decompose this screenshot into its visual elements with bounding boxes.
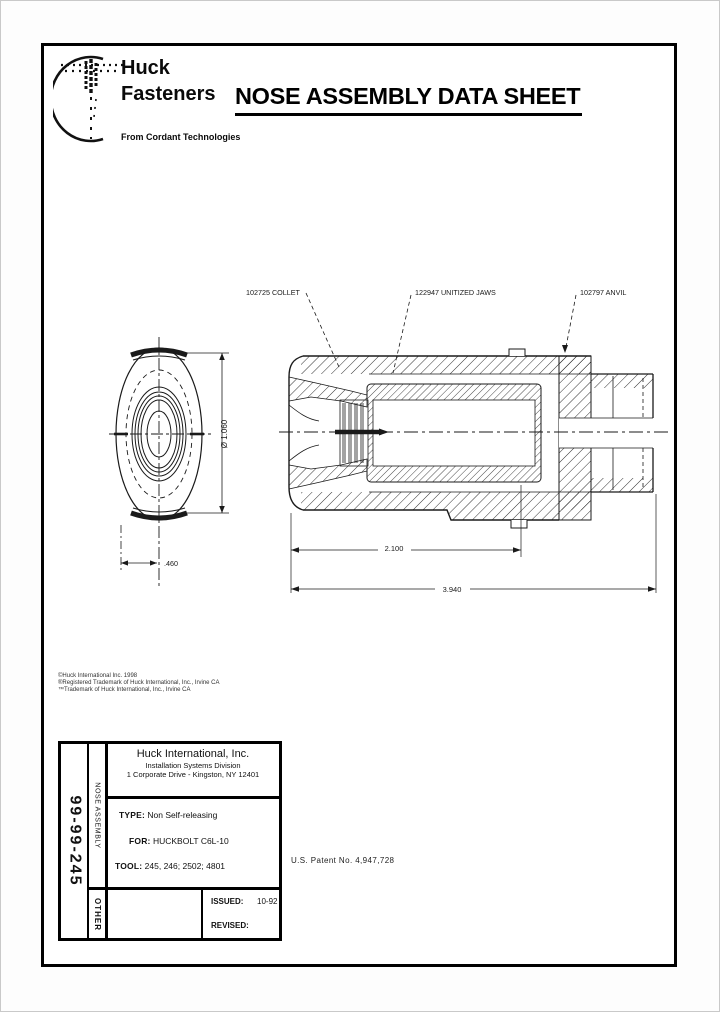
divider [201, 890, 203, 938]
brand-tagline: From Cordant Technologies [121, 132, 241, 142]
issued-value: 10-92 [257, 897, 278, 906]
callout-anvil: 102797 ANVIL [580, 288, 627, 297]
footnotes [58, 673, 220, 694]
callout-collet: 102725 COLLET [246, 288, 300, 297]
revised-label: REVISED: [211, 921, 249, 930]
company-division: Installation Systems Division [145, 761, 241, 770]
tool-value: 245, 246; 2502; 4801 [144, 861, 226, 871]
category-label: NOSE ASSEMBLY [93, 782, 101, 849]
type-label: TYPE: [119, 810, 146, 820]
company-name: Huck International, Inc. [136, 748, 250, 760]
company-address: 1 Corporate Drive - Kingston, NY 12401 [126, 770, 260, 779]
patent-note: U.S. Patent No. 4,947,728 [291, 856, 395, 865]
section-view [279, 293, 669, 594]
footnote-registered: ®Registered Trademark of Huck International, Inc., Irvine CA [58, 680, 220, 686]
callout-unitized-jaws: 122947 UNITIZED JAWS [415, 288, 496, 297]
dim-overall-length: 3.940 [442, 585, 462, 594]
type-value: Non Self-releasing [147, 810, 218, 820]
brand-line2: Fasteners [121, 83, 216, 105]
type-row [119, 810, 217, 820]
issued-label: ISSUED: [211, 897, 244, 906]
other-label: OTHER [92, 897, 102, 931]
end-view [109, 337, 229, 587]
tool-row [115, 861, 225, 871]
divider [87, 887, 279, 890]
divider [108, 796, 279, 799]
for-row [129, 836, 229, 846]
dim-flat-width: .460 [164, 559, 178, 568]
tool-label: TOOL: [115, 861, 143, 871]
dim-diameter: Ø 1.060 [220, 419, 229, 449]
part-number: 99-99-245 [66, 795, 84, 887]
footnote-trademark: ™Trademark of Huck International, Inc., Irvine CA [58, 687, 191, 693]
footnote-copyright: ©Huck International Inc. 1998 [58, 673, 138, 679]
brand-line1: Huck [121, 57, 170, 79]
page-title: NOSE ASSEMBLY DATA SHEET [235, 83, 582, 116]
for-label: FOR: [129, 836, 151, 846]
for-value: HUCKBOLT C6L-10 [152, 836, 229, 846]
dim-jaw-length: 2.100 [384, 544, 404, 553]
company-info [108, 748, 278, 779]
title-block [58, 741, 282, 941]
